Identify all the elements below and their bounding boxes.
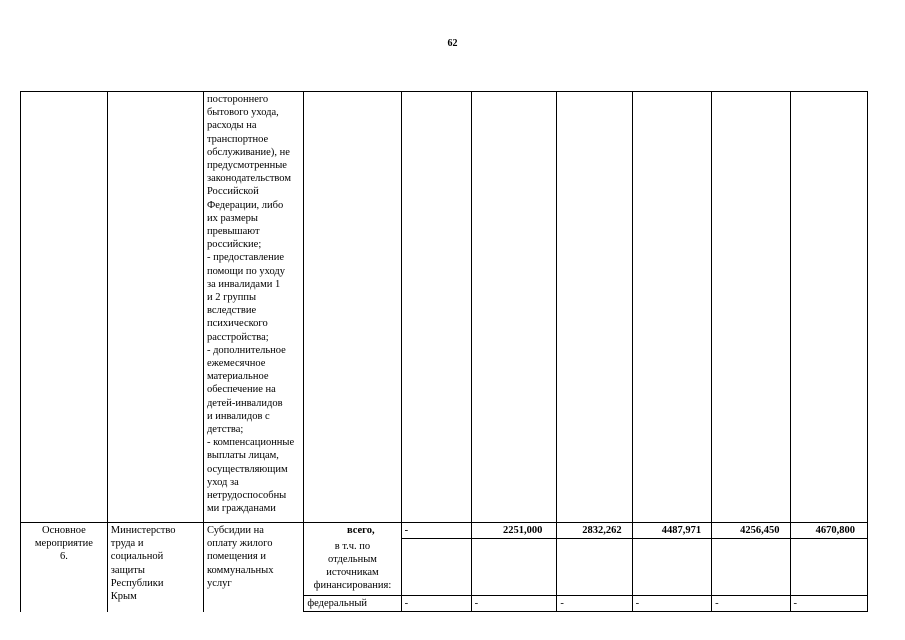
federal-value: - <box>471 596 557 612</box>
federal-value: - <box>632 596 711 612</box>
cell-empty <box>557 539 632 596</box>
total-label: всего, <box>304 523 401 539</box>
cell-empty <box>471 539 557 596</box>
cell-empty <box>712 92 790 523</box>
total-value: 4256,450 <box>712 523 790 539</box>
cell-empty <box>471 92 557 523</box>
cell-empty <box>401 92 471 523</box>
federal-value: - <box>401 596 471 612</box>
cell-empty <box>632 539 711 596</box>
funding-table <box>20 91 868 612</box>
total-value: 4487,971 <box>632 523 711 539</box>
total-row <box>21 523 868 539</box>
cell-empty <box>21 92 108 523</box>
cell-empty <box>632 92 711 523</box>
total-value: 2251,000 <box>471 523 557 539</box>
measure-type: Основное мероприятие 6. <box>21 523 108 612</box>
measure-executor: Министерство труда и социальной защиты Республики Крым <box>107 523 203 612</box>
cell-empty <box>107 92 203 523</box>
federal-value: - <box>557 596 632 612</box>
description-continuation: постороннего бытового ухода, расходы на транспортное обслуживание), не предусмотренные законодательством Российской Федерации, либо их размеры превышают российские; - предоставление помощи по уходу за инвалидами 1 и 2 группы вследствие психического расстройства; - дополнительное ежемесячное материальное обеспечение на детей-инвалидов и инвалидов с детства; - компенсационные выплаты лицам, осуществляющим уход за нетрудоспособны ми гражданами <box>203 92 303 523</box>
continuation-row <box>21 92 868 523</box>
cell-empty <box>557 92 632 523</box>
cell-empty <box>304 92 401 523</box>
cell-empty <box>790 539 867 596</box>
total-value: - <box>401 523 471 539</box>
page-number: 62 <box>447 38 458 49</box>
sources-label: в т.ч. по отдельным источникам финансирования: <box>304 539 401 596</box>
measure-name: Субсидии на оплату жилого помещения и коммунальных услуг <box>203 523 303 612</box>
total-value: 4670,800 <box>790 523 867 539</box>
cell-empty <box>712 539 790 596</box>
cell-empty <box>401 539 471 596</box>
cell-empty <box>790 92 867 523</box>
federal-value: - <box>712 596 790 612</box>
federal-label: федеральный <box>304 596 401 612</box>
federal-value: - <box>790 596 867 612</box>
total-value: 2832,262 <box>557 523 632 539</box>
